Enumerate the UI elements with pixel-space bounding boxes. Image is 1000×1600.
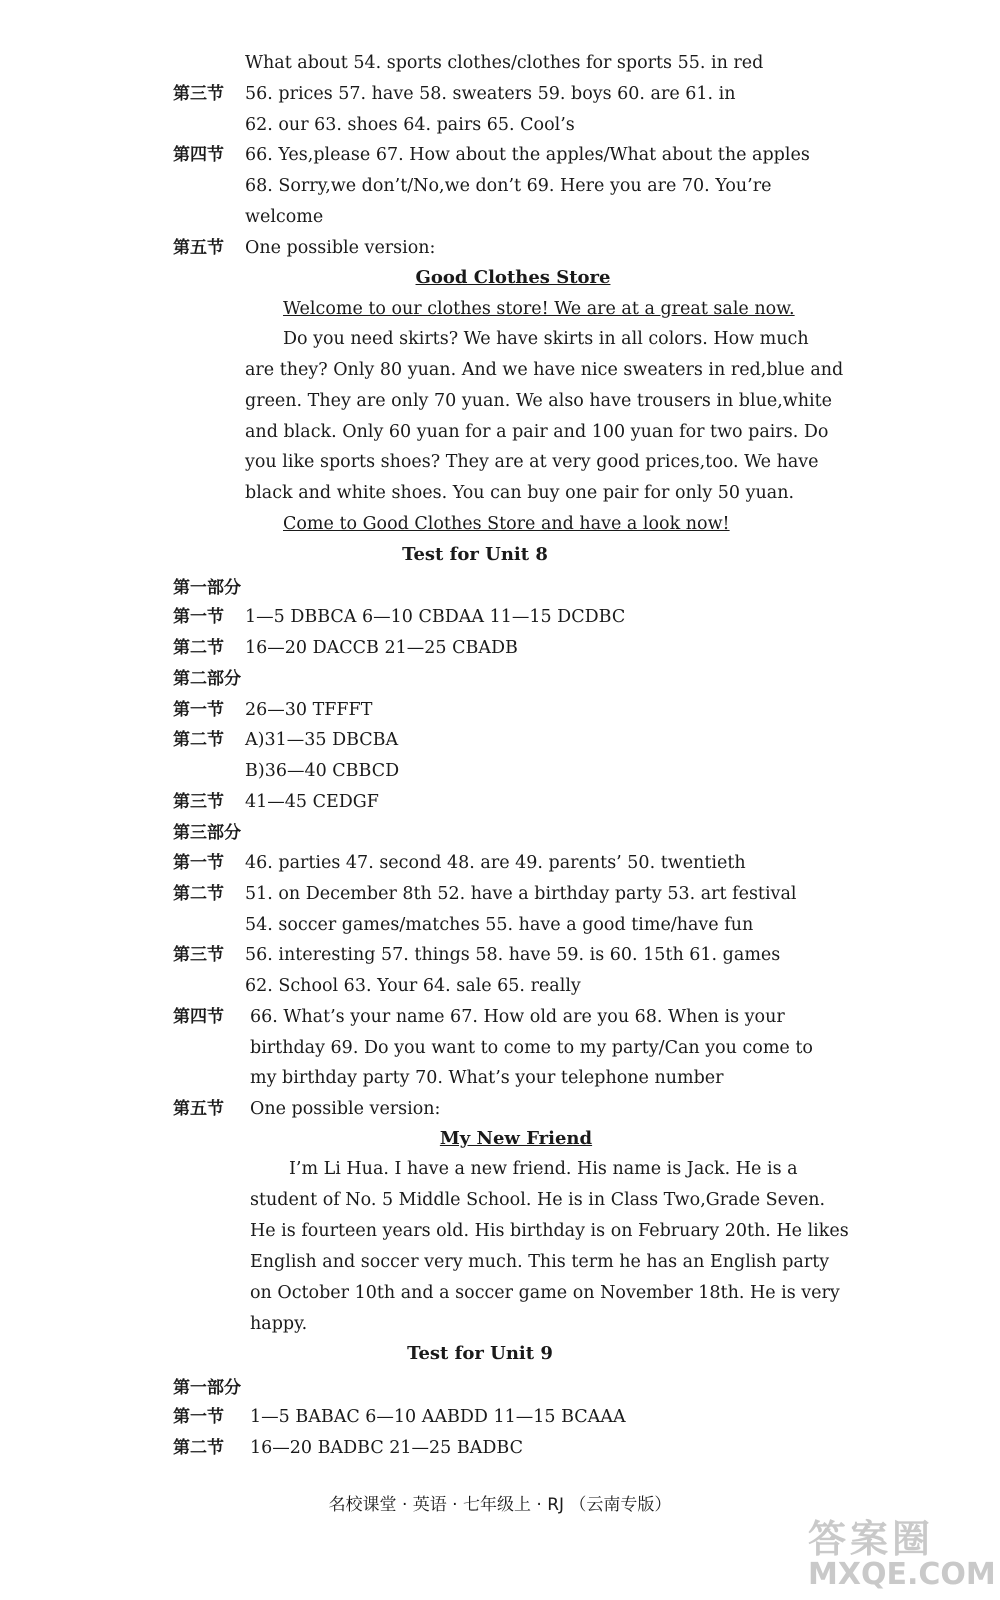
text-line: English and soccer very much. This term he has an English party	[250, 1252, 830, 1272]
answer-line: 1—5 DBBCA 6—10 CBDAA 11—15 DCDBC	[245, 607, 626, 627]
part-label: 第一部分	[173, 578, 241, 598]
section-label: 第三节	[173, 84, 224, 104]
section-label: 第一节	[173, 607, 224, 627]
text-line: and black. Only 60 yuan for a pair and 100 yuan for two pairs. Do	[245, 422, 829, 442]
text-line: What about 54. sports clothes/clothes for sports 55. in red	[245, 53, 764, 73]
text-line: happy.	[250, 1314, 308, 1334]
answer-line: 26—30 TFFFT	[245, 700, 373, 720]
text-line: you like sports shoes? They are at very good prices,too. We have	[245, 452, 819, 472]
text-line: One possible version:	[250, 1099, 441, 1119]
answer-line: 46. parties 47. second 48. are 49. parents’ 50. twentieth	[245, 853, 746, 873]
text-line: green. They are only 70 yuan. We also have trousers in blue,white	[245, 391, 833, 411]
essay-title: Good Clothes Store	[415, 267, 611, 288]
text-line: 56. prices 57. have 58. sweaters 59. boys 60. are 61. in	[245, 84, 736, 104]
section-label: 第四节	[173, 145, 224, 165]
text-line: I’m Li Hua. I have a new friend. His name is Jack. He is a	[289, 1159, 798, 1179]
part-label: 第一部分	[173, 1378, 241, 1398]
part-label: 第三部分	[173, 823, 241, 843]
text-line: black and white shoes. You can buy one pair for only 50 yuan.	[245, 483, 795, 503]
section-label: 第一节	[173, 700, 224, 720]
answer-line: my birthday party 70. What’s your telephone number	[250, 1068, 724, 1088]
section-label: 第五节	[173, 1099, 224, 1119]
answer-line: 16—20 BADBC 21—25 BADBC	[250, 1438, 523, 1458]
section-label: 第二节	[173, 1438, 224, 1458]
watermark-logo	[808, 1508, 996, 1592]
section-label: 第二节	[173, 730, 224, 750]
text-line: Do you need skirts? We have skirts in all colors. How much	[283, 329, 809, 349]
text-line: Welcome to our clothes store! We are at a great sale now.	[283, 299, 795, 319]
section-label: 第二节	[173, 884, 224, 904]
essay-title: My New Friend	[439, 1128, 593, 1149]
text-line: Come to Good Clothes Store and have a look now!	[283, 514, 730, 534]
answer-line: 54. soccer games/matches 55. have a good time/have fun	[245, 915, 754, 935]
text-line: welcome	[245, 207, 324, 227]
answer-line: A)31—35 DBCBA	[245, 730, 399, 750]
answer-line: 62. School 63. Your 64. sale 65. really	[245, 976, 581, 996]
text-line: student of No. 5 Middle School. He is in Class Two,Grade Seven.	[250, 1190, 826, 1210]
text-line: 62. our 63. shoes 64. pairs 65. Cool’s	[245, 115, 575, 135]
answer-line: birthday 69. Do you want to come to my party/Can you come to	[250, 1038, 813, 1058]
section-label: 第五节	[173, 238, 224, 258]
section-label: 第四节	[173, 1007, 224, 1027]
text-line: He is fourteen years old. His birthday is on February 20th. He likes	[250, 1221, 849, 1241]
answer-line: 66. What’s your name 67. How old are you 68. When is your	[250, 1007, 785, 1027]
section-label: 第一节	[173, 853, 224, 873]
text-line: 68. Sorry,we don’t/No,we don’t 69. Here you are 70. You’re	[245, 176, 772, 196]
text-line: are they? Only 80 yuan. And we have nice sweaters in red,blue and	[245, 360, 844, 380]
text-line: 66. Yes,please 67. How about the apples/What about the apples	[245, 145, 810, 165]
answer-line: 16—20 DACCB 21—25 CBADB	[245, 638, 518, 658]
text-line: One possible version:	[245, 238, 436, 258]
unit-title: Test for Unit 8	[402, 544, 548, 565]
watermark-text: 答案圈	[808, 1517, 935, 1561]
page-footer: 名校课堂 · 英语 · 七年级上 · RJ （云南专版）	[328, 1495, 672, 1515]
unit-title: Test for Unit 9	[407, 1343, 553, 1364]
watermark-url: MXQE.COM	[808, 1557, 996, 1592]
answer-line: 1—5 BABAC 6—10 AABDD 11—15 BCAAA	[250, 1407, 626, 1427]
section-label: 第三节	[173, 792, 224, 812]
answer-line: 41—45 CEDGF	[245, 792, 379, 812]
part-label: 第二部分	[173, 669, 241, 689]
section-label: 第二节	[173, 638, 224, 658]
section-label: 第一节	[173, 1407, 224, 1427]
answer-line: 51. on December 8th 52. have a birthday party 53. art festival	[245, 884, 797, 904]
section-label: 第三节	[173, 945, 224, 965]
answer-line: B)36—40 CBBCD	[245, 761, 400, 781]
answer-line: 56. interesting 57. things 58. have 59. is 60. 15th 61. games	[245, 945, 781, 965]
text-line: on October 10th and a soccer game on November 18th. He is very	[250, 1283, 840, 1303]
